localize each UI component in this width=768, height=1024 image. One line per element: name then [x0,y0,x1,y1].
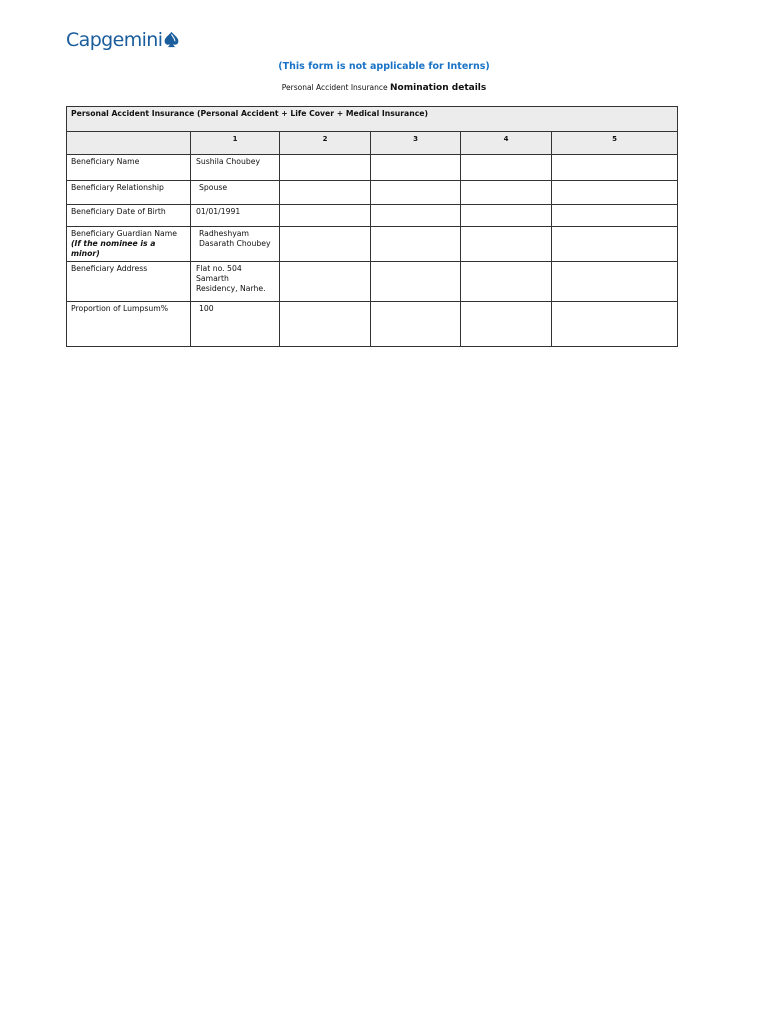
table-row [67,155,678,181]
cell-date-of-birth-nominee-2 [280,205,371,227]
row-label-text: Beneficiary Address [71,264,148,273]
row-label-text: Beneficiary Guardian Name [71,229,177,238]
table-row [67,262,678,302]
row-label-date-of-birth [67,205,191,227]
column-header-4: 4 [461,132,552,155]
capgemini-logo [66,28,180,52]
row-sublabel-text: (If the nominee is a minor) [71,239,156,258]
cell-guardian-name-nominee-2 [280,227,371,262]
table-row [67,227,678,262]
column-header-2: 2 [280,132,371,155]
cell-name-nominee-4 [461,155,552,181]
cell-lumpsum-proportion-nominee-2 [280,302,371,347]
cell-date-of-birth-nominee-5 [552,205,678,227]
column-header-3: 3 [371,132,461,155]
cell-relationship-nominee-3 [371,181,461,205]
cell-relationship-nominee-4 [461,181,552,205]
cell-value-line: Radheshyam [199,229,249,238]
column-header-blank [67,132,191,155]
cell-name-nominee-1: Sushila Choubey [191,155,280,181]
cell-address-nominee-4 [461,262,552,302]
row-label-relationship [67,181,191,205]
table-title-row [67,107,678,132]
cell-lumpsum-proportion-nominee-1: 100 [191,302,280,347]
table-row [67,302,678,347]
cell-address-nominee-5 [552,262,678,302]
cell-address-nominee-2 [280,262,371,302]
spade-logo-icon [163,31,180,48]
column-header-5: 5 [552,132,678,155]
table-row [67,181,678,205]
cell-relationship-nominee-1: Spouse [191,181,280,205]
cell-relationship-nominee-2 [280,181,371,205]
cell-name-nominee-2 [280,155,371,181]
cell-guardian-name-nominee-5 [552,227,678,262]
cell-relationship-nominee-5 [552,181,678,205]
table-row [67,205,678,227]
row-label-address [67,262,191,302]
cell-lumpsum-proportion-nominee-5 [552,302,678,347]
cell-guardian-name-nominee-3 [371,227,461,262]
cell-date-of-birth-nominee-3 [371,205,461,227]
cell-guardian-name-nominee-1 [191,227,280,262]
nomination-table [66,106,678,347]
row-label-name [67,155,191,181]
cell-address-nominee-3 [371,262,461,302]
form-heading [0,83,768,93]
cell-value-line: Flat no. 504 Samarth [196,264,242,283]
column-header-1: 1 [191,132,280,155]
row-label-lumpsum-proportion [67,302,191,347]
cell-name-nominee-3 [371,155,461,181]
row-label-text: Beneficiary Date of Birth [71,207,166,216]
column-number-row [67,132,678,155]
row-label-text: Beneficiary Relationship [71,183,164,192]
row-label-text: Proportion of Lumpsum% [71,304,169,313]
cell-name-nominee-5 [552,155,678,181]
cell-lumpsum-proportion-nominee-4 [461,302,552,347]
cell-lumpsum-proportion-nominee-3 [371,302,461,347]
cell-date-of-birth-nominee-4 [461,205,552,227]
row-label-text: Beneficiary Name [71,157,140,166]
cell-guardian-name-nominee-4 [461,227,552,262]
cell-value-line: Dasarath Choubey [199,239,271,248]
row-label-guardian-name [67,227,191,262]
heading-prefix: Personal Accident Insurance [281,83,388,92]
interns-notice: (This form is not applicable for Interns) [278,61,490,72]
cell-address-nominee-1 [191,262,280,302]
cell-date-of-birth-nominee-1: 01/01/1991 [191,205,280,227]
heading-emphasis: Nomination details [390,83,487,93]
brand-name: Capgemini [66,29,163,51]
cell-value-line: Residency, Narhe. [196,284,266,293]
table-title: Personal Accident Insurance (Personal Accident + Life Cover + Medical Insurance) [67,107,678,132]
